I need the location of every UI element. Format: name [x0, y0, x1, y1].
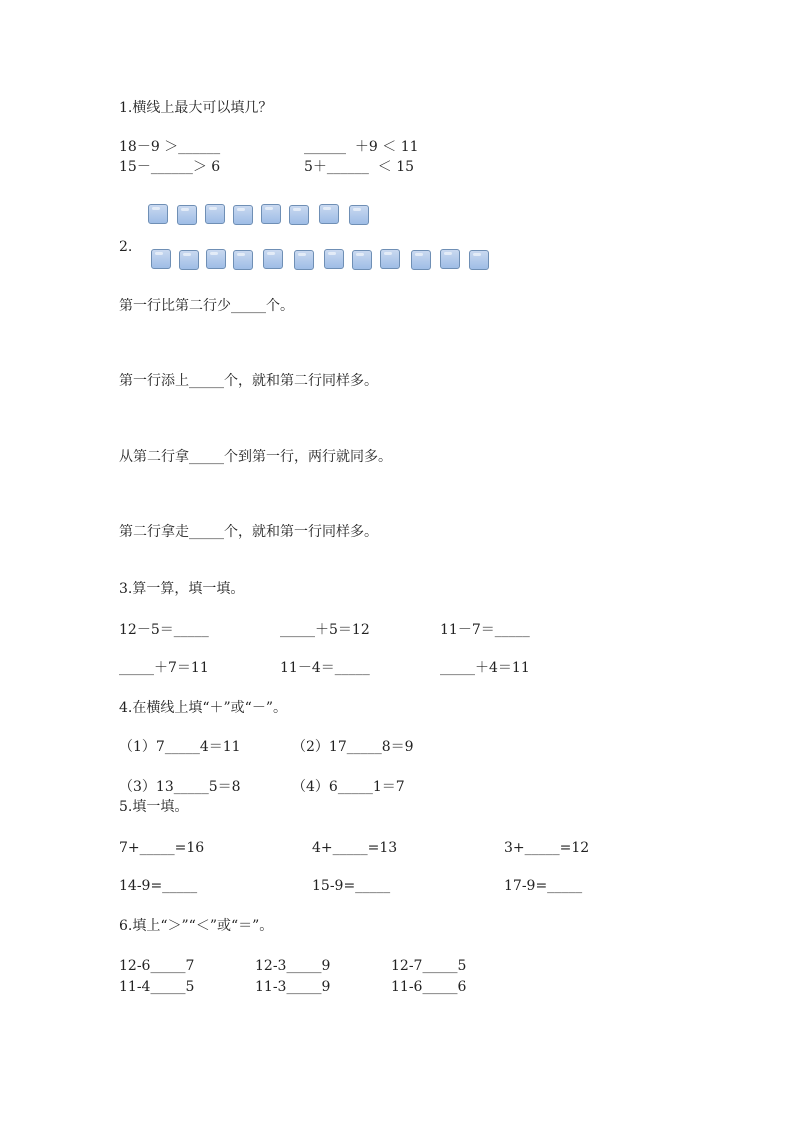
q1-item: 5＋______ ＜ 15 [304, 159, 415, 175]
q5-item: 15-9=_____ [312, 878, 391, 894]
q2-line: 第二行拿走_____个，就和第一行同样多。 [119, 524, 378, 540]
q3-item: _____＋7＝11 [119, 660, 209, 676]
square-block [233, 250, 253, 270]
q3-item: 11－7＝_____ [440, 622, 530, 638]
q2-number: 2. [119, 239, 133, 255]
square-block [411, 250, 431, 270]
q1-item: 18－9 ＞______ [119, 139, 221, 155]
q5-item: 14-9=_____ [119, 878, 198, 894]
square-block [440, 249, 460, 269]
square-block [233, 205, 253, 225]
q1-title: 1.横线上最大可以填几？ [119, 100, 273, 116]
square-block [294, 250, 314, 270]
q5-title: 5.填一填。 [119, 799, 189, 815]
q2-line: 第一行添上_____个，就和第二行同样多。 [119, 373, 378, 389]
square-block [319, 204, 339, 224]
square-block [177, 205, 197, 225]
square-block [179, 250, 199, 270]
q5-item: 7+_____=16 [119, 840, 205, 856]
square-block [349, 205, 369, 225]
q3-item: _____＋4＝11 [440, 660, 530, 676]
square-block [148, 204, 168, 224]
q6-item: 12-3_____9 [255, 958, 331, 974]
q2-line: 第一行比第二行少_____个。 [119, 298, 294, 314]
q6-item: 12-6_____7 [119, 958, 195, 974]
q5-item: 17-9=_____ [504, 878, 583, 894]
square-block [205, 204, 225, 224]
square-block [469, 250, 489, 270]
q5-item: 4+_____=13 [312, 840, 398, 856]
q6-item: 12-7_____5 [391, 958, 467, 974]
q2-line: 从第二行拿_____个到第一行，两行就同多。 [119, 449, 392, 465]
q6-item: 11-6_____6 [391, 979, 467, 995]
q4-item: （3）13_____5＝8 [119, 779, 241, 795]
q3-item: 12－5＝_____ [119, 622, 209, 638]
q3-item: _____＋5＝12 [280, 622, 370, 638]
square-block [380, 249, 400, 269]
square-block [324, 249, 344, 269]
q6-title: 6.填上“＞”“＜”或“＝”。 [119, 918, 274, 934]
q1-item: ______ ＋9 ＜ 11 [304, 139, 419, 155]
q3-title: 3.算一算，填一填。 [119, 581, 245, 597]
q4-item: （2）17_____8＝9 [292, 739, 414, 755]
q3-item: 11－4＝_____ [280, 660, 370, 676]
q6-item: 11-3_____9 [255, 979, 331, 995]
square-block [352, 250, 372, 270]
square-block [206, 249, 226, 269]
square-block [151, 249, 171, 269]
q4-item: （1）7_____4＝11 [119, 739, 241, 755]
q4-title: 4.在横线上填“＋”或“－”。 [119, 700, 287, 716]
square-block [289, 205, 309, 225]
q5-item: 3+_____=12 [504, 840, 590, 856]
q1-item: 15－______＞ 6 [119, 159, 221, 175]
square-block [261, 204, 281, 224]
square-block [263, 249, 283, 269]
q4-item: （4）6_____1＝7 [292, 779, 405, 795]
q6-item: 11-4_____5 [119, 979, 195, 995]
